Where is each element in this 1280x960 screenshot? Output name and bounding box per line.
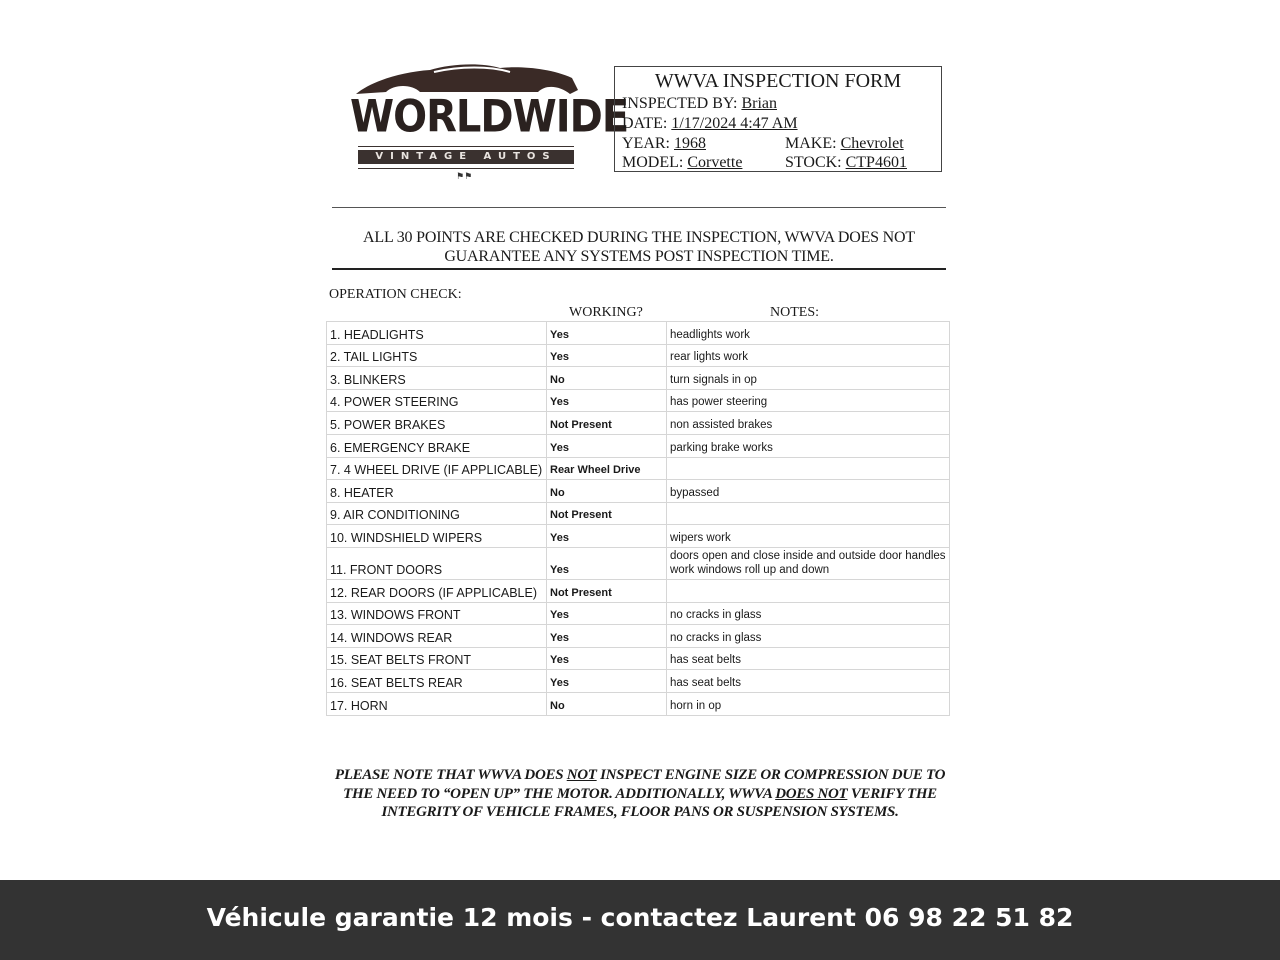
inspection-header-box xyxy=(614,66,942,172)
check-item: 17. HORN xyxy=(327,692,547,715)
year-value: 1968 xyxy=(674,135,706,152)
notes-value: bypassed xyxy=(667,480,950,503)
table-row xyxy=(327,692,950,715)
check-item: 9. AIR CONDITIONING xyxy=(327,502,547,525)
notes-column-header: NOTES: xyxy=(770,305,819,320)
check-item: 12. REAR DOORS (IF APPLICABLE) xyxy=(327,579,547,602)
check-item: 8. HEATER xyxy=(327,480,547,503)
notes-value: doors open and close inside and outside door handles work windows roll up and down xyxy=(667,547,950,579)
checkered-flag-icon: ⚑⚑ xyxy=(456,172,473,182)
make-value: Chevrolet xyxy=(840,135,904,152)
disclaimer-line-1: ALL 30 POINTS ARE CHECKED DURING THE INSPECTION, WWVA DOES NOT xyxy=(363,229,915,246)
model-value: Corvette xyxy=(687,154,743,171)
check-item: 11. FRONT DOORS xyxy=(327,547,547,579)
table-row xyxy=(327,322,950,345)
working-column-header: WORKING? xyxy=(569,305,643,320)
warranty-banner: Véhicule garantie 12 mois - contactez Laurent 06 98 22 51 82 xyxy=(0,880,1280,960)
notes-value: no cracks in glass xyxy=(667,602,950,625)
working-value: Yes xyxy=(547,389,667,412)
working-value: No xyxy=(547,367,667,390)
check-item: 14. WINDOWS REAR xyxy=(327,625,547,648)
logo-wordmark: WORLDWIDE xyxy=(350,91,629,143)
check-item: 7. 4 WHEEL DRIVE (IF APPLICABLE) xyxy=(327,457,547,480)
notes-value: parking brake works xyxy=(667,434,950,457)
operation-check-heading: OPERATION CHECK: xyxy=(329,287,462,302)
working-value: Not Present xyxy=(547,502,667,525)
inspected-by-value: Brian xyxy=(741,95,777,112)
table-row xyxy=(327,547,950,579)
table-row xyxy=(327,647,950,670)
divider xyxy=(332,268,946,270)
notes-value xyxy=(667,502,950,525)
working-value: Yes xyxy=(547,344,667,367)
date-label: DATE: xyxy=(622,115,668,132)
working-value: Yes xyxy=(547,322,667,345)
divider xyxy=(332,207,946,208)
working-value: Yes xyxy=(547,602,667,625)
logo-tagline: VINTAGE AUTOS xyxy=(358,150,574,164)
working-value: Yes xyxy=(547,434,667,457)
table-row xyxy=(327,480,950,503)
working-value: Not Present xyxy=(547,579,667,602)
table-row xyxy=(327,670,950,693)
company-logo xyxy=(350,60,629,184)
notes-value: rear lights work xyxy=(667,344,950,367)
notes-value: turn signals in op xyxy=(667,367,950,390)
table-row xyxy=(327,525,950,548)
footer-note: PLEASE NOTE THAT WWVA DOES NOT INSPECT ENGINE SIZE OR COMPRESSION DUE TO THE NEED TO “OPEN UP” THE MOTOR. ADDITIONALLY, WWVA DOES NOT VERIFY THE INTEGRITY OF VEHICLE FRAMES, FLOOR PANS OR SUSPENSION SYSTEMS. xyxy=(334,767,946,820)
notes-value: no cracks in glass xyxy=(667,625,950,648)
notes-value xyxy=(667,457,950,480)
check-item: 13. WINDOWS FRONT xyxy=(327,602,547,625)
check-item: 2. TAIL LIGHTS xyxy=(327,344,547,367)
check-item: 15. SEAT BELTS FRONT xyxy=(327,647,547,670)
check-item: 4. POWER STEERING xyxy=(327,389,547,412)
notes-value: has seat belts xyxy=(667,647,950,670)
working-value: No xyxy=(547,692,667,715)
table-row xyxy=(327,579,950,602)
make-label: MAKE: xyxy=(785,135,837,152)
disclaimer-line-2: GUARANTEE ANY SYSTEMS POST INSPECTION TIME. xyxy=(444,248,834,265)
working-value: Yes xyxy=(547,647,667,670)
year-label: YEAR: xyxy=(622,135,670,152)
working-value: Rear Wheel Drive xyxy=(547,457,667,480)
table-row xyxy=(327,412,950,435)
table-row xyxy=(327,389,950,412)
working-value: Yes xyxy=(547,670,667,693)
form-title: WWVA INSPECTION FORM xyxy=(654,70,902,92)
table-row xyxy=(327,502,950,525)
notes-value: has power steering xyxy=(667,389,950,412)
working-value: Yes xyxy=(547,625,667,648)
model-label: MODEL: xyxy=(622,154,684,171)
notes-value: horn in op xyxy=(667,692,950,715)
check-item: 16. SEAT BELTS REAR xyxy=(327,670,547,693)
working-value: Yes xyxy=(547,525,667,548)
notes-value: non assisted brakes xyxy=(667,412,950,435)
check-item: 5. POWER BRAKES xyxy=(327,412,547,435)
notes-value: wipers work xyxy=(667,525,950,548)
date-value: 1/17/2024 4:47 AM xyxy=(671,115,798,132)
notes-value xyxy=(667,579,950,602)
table-row xyxy=(327,625,950,648)
stock-value: CTP4601 xyxy=(845,154,907,171)
stock-label: STOCK: xyxy=(785,154,842,171)
table-row xyxy=(327,367,950,390)
inspected-by-label: INSPECTED BY: xyxy=(622,95,738,112)
table-row xyxy=(327,602,950,625)
notes-value: has seat belts xyxy=(667,670,950,693)
working-value: Yes xyxy=(547,547,667,579)
notes-value: headlights work xyxy=(667,322,950,345)
check-item: 10. WINDSHIELD WIPERS xyxy=(327,525,547,548)
disclaimer xyxy=(332,228,946,266)
check-item: 6. EMERGENCY BRAKE xyxy=(327,434,547,457)
table-row xyxy=(327,344,950,367)
check-item: 3. BLINKERS xyxy=(327,367,547,390)
check-item: 1. HEADLIGHTS xyxy=(327,322,547,345)
table-row xyxy=(327,434,950,457)
working-value: Not Present xyxy=(547,412,667,435)
operation-check-table xyxy=(326,321,950,716)
working-value: No xyxy=(547,480,667,503)
table-row xyxy=(327,457,950,480)
